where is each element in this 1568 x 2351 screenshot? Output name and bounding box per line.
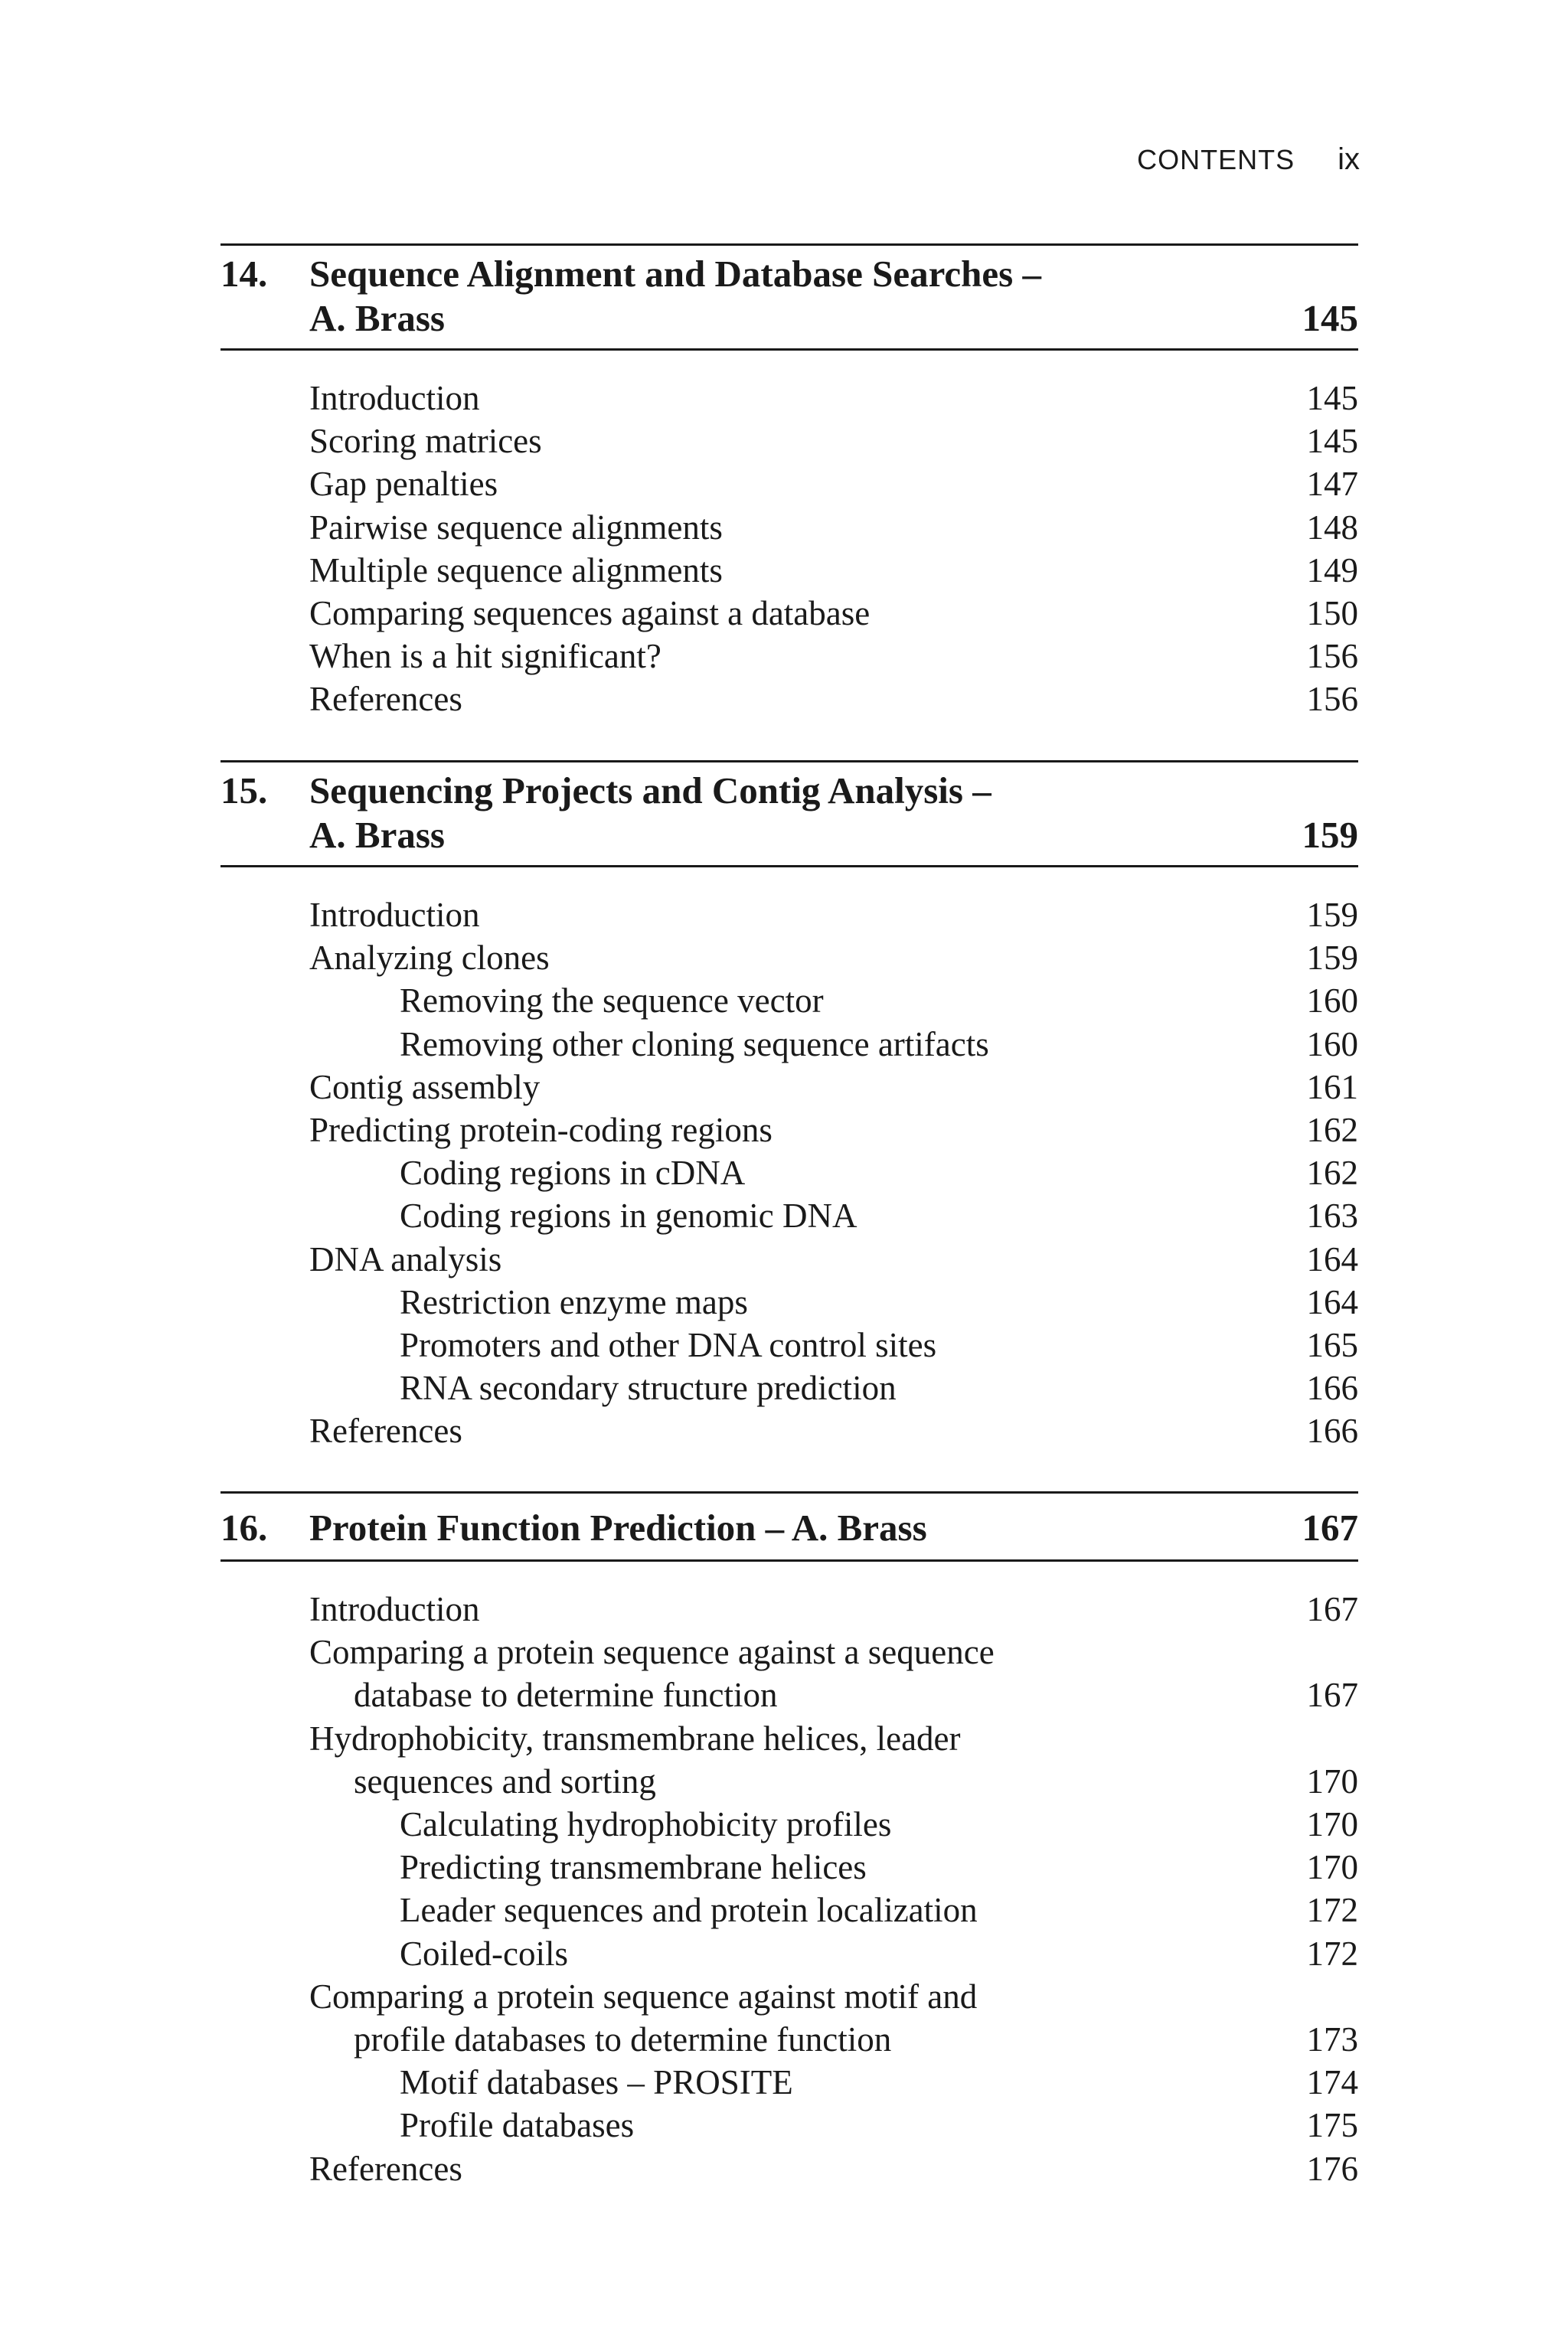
chapter-15 bbox=[220, 760, 1358, 1453]
toc-subentry[interactable]: Predicting transmembrane helices 170 bbox=[400, 1848, 1358, 1887]
toc-subentry[interactable]: Restriction enzyme maps 164 bbox=[400, 1282, 1358, 1321]
toc-entry[interactable]: References 176 bbox=[309, 2149, 1358, 2188]
chapter-page: 159 bbox=[1302, 814, 1358, 856]
toc-entry[interactable]: References 156 bbox=[309, 680, 1358, 719]
toc-entry[interactable]: References 166 bbox=[309, 1412, 1358, 1451]
toc-subentry[interactable]: Motif databases – PROSITE 174 bbox=[400, 2063, 1358, 2102]
toc-subentry[interactable]: Profile databases 175 bbox=[400, 2106, 1358, 2145]
chapter-title-line2: A. Brass bbox=[309, 814, 445, 856]
toc-entries bbox=[220, 893, 1358, 1453]
toc-subentry[interactable]: Removing other cloning sequence artifacts 160 bbox=[400, 1024, 1358, 1063]
toc-entry[interactable]: Introduction 167 bbox=[309, 1590, 1358, 1628]
chapter-title-line1: Sequence Alignment and Database Searches – bbox=[309, 253, 1042, 295]
chapter-14 bbox=[220, 243, 1358, 721]
rule-top bbox=[220, 243, 1358, 246]
toc-entry[interactable]: Scoring matrices 145 bbox=[309, 422, 1358, 461]
chapter-heading bbox=[220, 1506, 1358, 1550]
toc-subentry[interactable]: Promoters and other DNA control sites 165 bbox=[400, 1326, 1358, 1365]
toc-subentry[interactable]: Removing the sequence vector 160 bbox=[400, 981, 1358, 1020]
toc-subentry[interactable]: RNA secondary structure prediction 166 bbox=[400, 1369, 1358, 1408]
toc-entry[interactable]: Gap penalties 147 bbox=[309, 465, 1358, 504]
toc-entry[interactable]: When is a hit significant? 156 bbox=[309, 637, 1358, 676]
toc-entry[interactable]: Predicting protein-coding regions 162 bbox=[309, 1111, 1358, 1150]
chapter-title bbox=[309, 769, 1358, 857]
chapter-title bbox=[309, 1506, 1358, 1550]
chapter-number: 15. bbox=[220, 769, 268, 811]
toc-entry[interactable]: Introduction 159 bbox=[309, 896, 1358, 934]
rule-top bbox=[220, 1491, 1358, 1494]
chapter-heading bbox=[220, 769, 1358, 857]
toc-entry[interactable]: DNA analysis 164 bbox=[309, 1239, 1358, 1278]
toc-entry[interactable]: Multiple sequence alignments 149 bbox=[309, 550, 1358, 589]
chapter-title bbox=[309, 252, 1358, 341]
toc-entry[interactable]: Hydrophobicity, transmembrane helices, leader sequences and sorting 170 bbox=[309, 1719, 1358, 1801]
toc-subentry[interactable]: Coding regions in cDNA 162 bbox=[400, 1154, 1358, 1193]
chapter-title-line1: Sequencing Projects and Contig Analysis – bbox=[309, 769, 991, 811]
chapter-title-line1: Protein Function Prediction – A. Brass bbox=[309, 1507, 927, 1549]
chapter-heading bbox=[220, 252, 1358, 341]
rule-top bbox=[220, 760, 1358, 762]
page-number: ix bbox=[1338, 142, 1360, 176]
toc-entry[interactable]: Introduction 145 bbox=[309, 379, 1358, 417]
running-head-title: CONTENTS bbox=[1137, 144, 1295, 175]
chapter-title-line2: A. Brass bbox=[309, 297, 445, 339]
toc-entry[interactable]: Comparing a protein sequence against a sequence database to determine function 167 bbox=[309, 1633, 1358, 1715]
rule-bottom bbox=[220, 348, 1358, 351]
chapter-number: 14. bbox=[220, 253, 268, 295]
toc-subentry[interactable]: Coding regions in genomic DNA 163 bbox=[400, 1197, 1358, 1236]
rule-bottom bbox=[220, 865, 1358, 867]
toc-subentry[interactable]: Leader sequences and protein localization 172 bbox=[400, 1891, 1358, 1930]
toc-entry[interactable]: Comparing sequences against a database 150 bbox=[309, 594, 1358, 633]
chapter-number: 16. bbox=[220, 1507, 268, 1549]
chapter-16 bbox=[220, 1491, 1358, 2190]
toc-entries bbox=[220, 1588, 1358, 2190]
toc-entry[interactable]: Contig assembly 161 bbox=[309, 1067, 1358, 1106]
running-head bbox=[995, 142, 1360, 181]
toc-entry[interactable]: Analyzing clones 159 bbox=[309, 939, 1358, 978]
toc-subentry[interactable]: Coiled-coils 172 bbox=[400, 1934, 1358, 1973]
toc-entry[interactable]: Pairwise sequence alignments 148 bbox=[309, 508, 1358, 547]
toc-subentry[interactable]: Calculating hydrophobicity profiles 170 bbox=[400, 1805, 1358, 1844]
chapter-page: 145 bbox=[1302, 297, 1358, 339]
rule-bottom bbox=[220, 1559, 1358, 1562]
chapter-page: 167 bbox=[1302, 1507, 1358, 1549]
toc-entries bbox=[220, 377, 1358, 721]
toc-entry[interactable]: Comparing a protein sequence against motif and profile databases to determine function 173 bbox=[309, 1977, 1358, 2059]
